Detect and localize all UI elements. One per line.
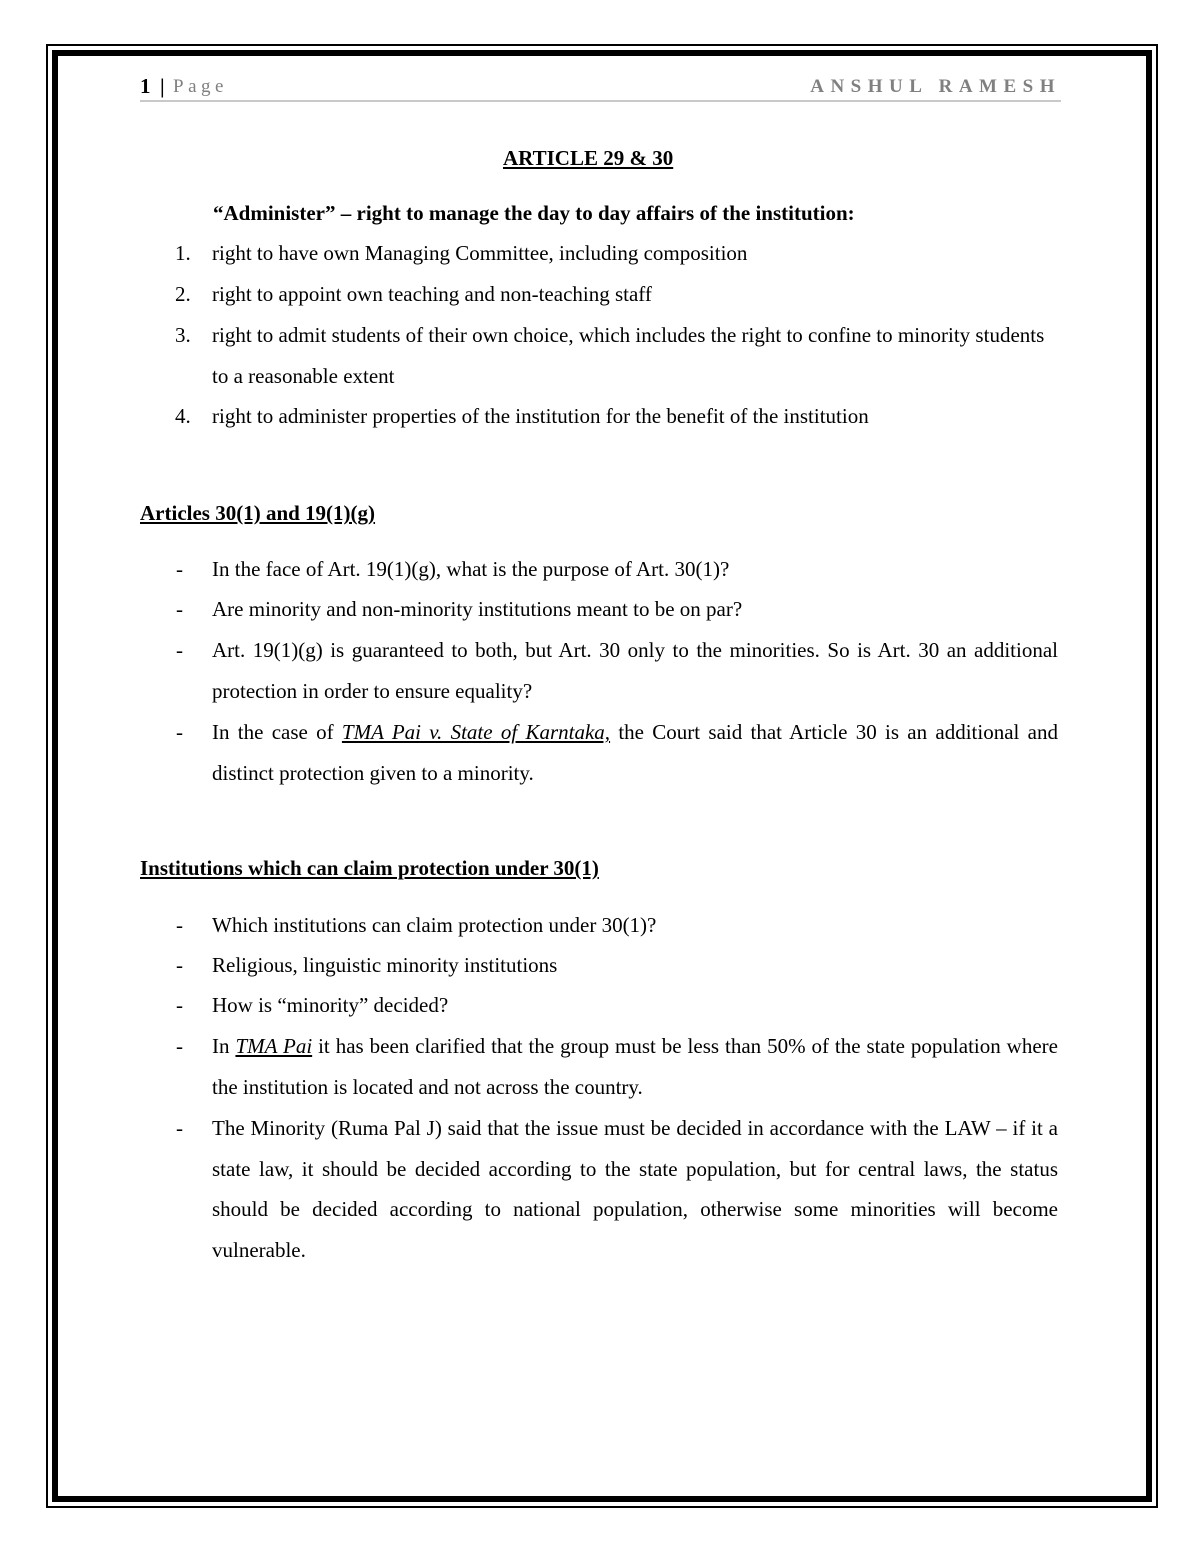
bullet-dash: - xyxy=(176,953,183,977)
document-title: ARTICLE 29 & 30 xyxy=(503,146,674,170)
list-item: Which institutions can claim protection under 30(1)? xyxy=(212,913,657,937)
list-item: The Minority (Ruma Pal J) said that the issue must be decided in accordance with the LAW – if it a state law, it should be decided according to the state population, but for central laws, the status should be decided according to national population, otherwise some minorities will become vulnerable. xyxy=(212,1116,1058,1262)
list-number: 4. xyxy=(175,404,191,428)
page-label: Page xyxy=(173,76,228,97)
author-name: ANSHUL RAMESH xyxy=(810,76,1061,97)
section-heading-institutions: Institutions which can claim protection under 30(1) xyxy=(140,856,599,880)
page-number: 1 xyxy=(140,74,151,98)
text-segment: In xyxy=(212,1034,236,1058)
list-item: right to admit students of their own choice, which includes the right to confine to minority students to a reasonable extent xyxy=(212,323,1045,388)
header-separator: | xyxy=(160,74,165,98)
list-number: 3. xyxy=(175,323,191,347)
list-item: right to administer properties of the institution for the benefit of the institution xyxy=(212,404,869,428)
list-item: Are minority and non-minority institutions meant to be on par? xyxy=(212,597,743,621)
list-item: right to appoint own teaching and non-teaching staff xyxy=(212,282,652,306)
text-segment: In the case of xyxy=(212,720,342,744)
bullet-dash: - xyxy=(176,993,183,1017)
text-segment: the Court said that Article 30 is an additional and distinct protection given to a minority. xyxy=(212,720,1058,785)
list-item: Art. 19(1)(g) is guaranteed to both, but Art. 30 only to the minorities. So is Art. 30 an additional protection in order to ensure equality? xyxy=(212,638,1058,703)
list-item xyxy=(212,712,1058,793)
list-item: right to have own Managing Committee, including composition xyxy=(212,241,748,265)
bullet-dash: - xyxy=(176,913,183,937)
page-header xyxy=(140,72,1061,102)
list-number: 2. xyxy=(175,282,191,306)
list-item: In the face of Art. 19(1)(g), what is the purpose of Art. 30(1)? xyxy=(212,557,730,581)
list-item: Religious, linguistic minority institutions xyxy=(212,953,558,977)
case-citation: TMA Pai v. State of Karntaka, xyxy=(341,720,611,744)
list-number: 1. xyxy=(175,241,191,265)
bullet-dash: - xyxy=(176,638,183,662)
bullet-dash: - xyxy=(176,720,183,744)
list-item xyxy=(212,1026,1058,1107)
administer-heading: “Administer” – right to manage the day to day affairs of the institution: xyxy=(213,201,855,225)
bullet-dash: - xyxy=(176,1034,183,1058)
case-citation: TMA Pai xyxy=(235,1034,313,1058)
bullet-dash: - xyxy=(176,597,183,621)
bullet-dash: - xyxy=(176,1116,183,1140)
list-item: How is “minority” decided? xyxy=(212,993,449,1017)
bullet-dash: - xyxy=(176,557,183,581)
text-segment: it has been clarified that the group must be less than 50% of the state population where the institution is located and not across the country. xyxy=(212,1034,1058,1099)
section-heading-articles: Articles 30(1) and 19(1)(g) xyxy=(140,501,376,525)
